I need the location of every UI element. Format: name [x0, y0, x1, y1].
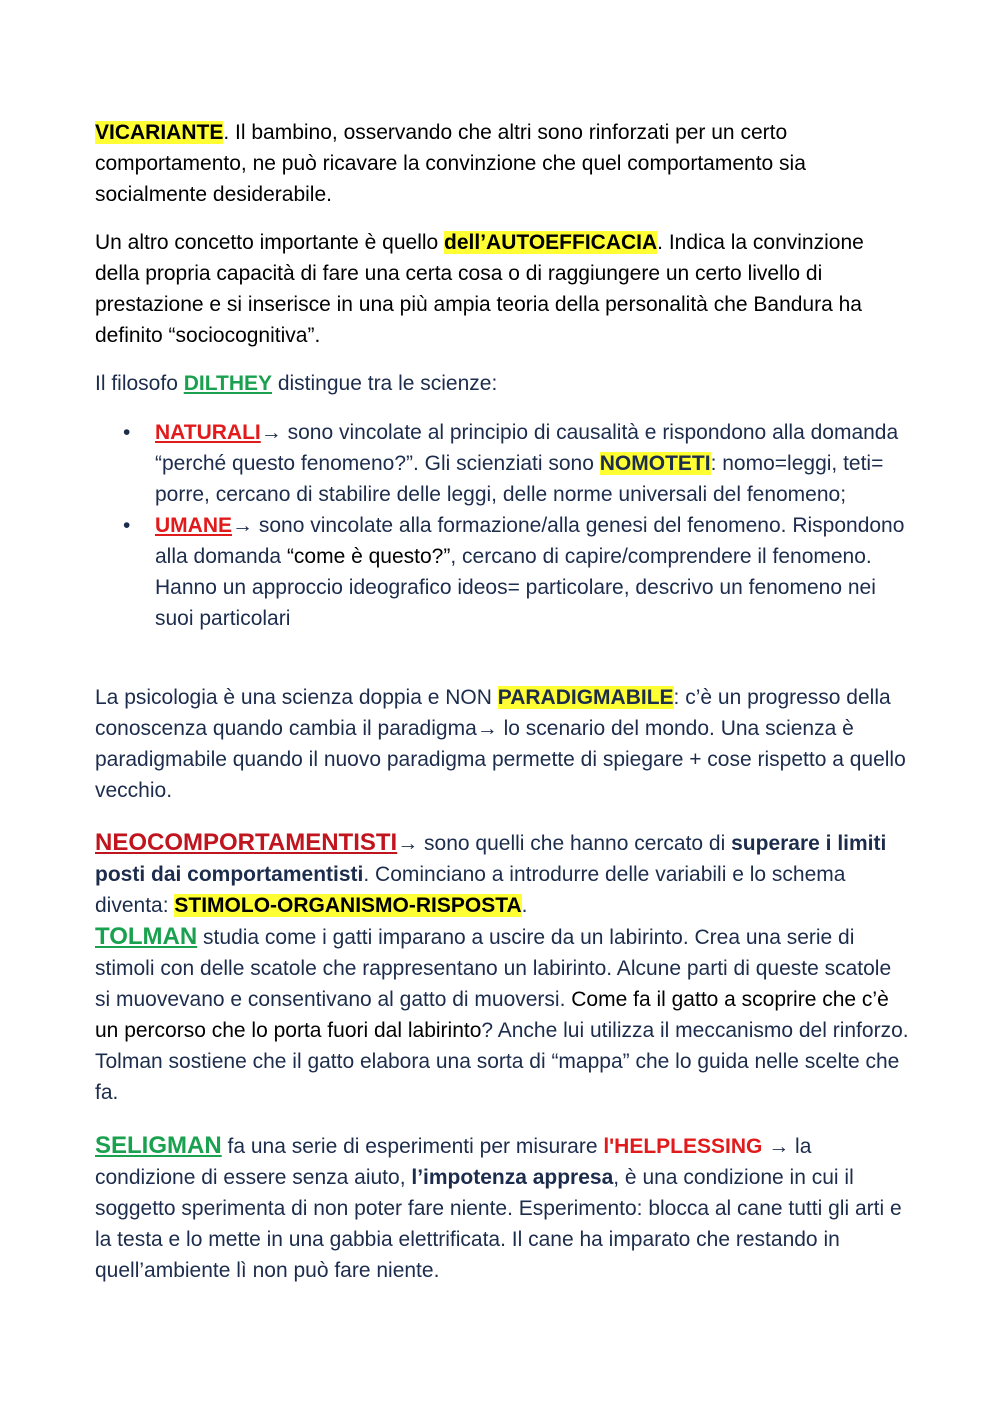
arrow-right-icon: → — [232, 514, 253, 537]
red-helplessing: l'HELPLESSING — [603, 1135, 763, 1158]
highlight-stimolo-organismo-risposta: STIMOLO-ORGANISMO-RISPOSTA — [174, 894, 522, 917]
list-item — [95, 417, 910, 510]
highlight-vicariante: VICARIANTE — [95, 121, 224, 144]
highlight-nomoteti: NOMOTETI — [599, 452, 711, 475]
paragraph-text: , è una condizione in cui il soggetto sperimenta di non poter fare niente. Esperimento: blocca al cane tutti gli arti e la testa e lo mette in una gabbia elettrificata. Il cane ha imparato che restando in quell’ambiente lì non può fare niente. — [95, 1166, 902, 1282]
paragraph-text: ? Anche lui utilizza il meccanismo del rinforzo. Tolman sostiene che il gatto elabora una sorta di “mappa” che lo guida nelle scelte che fa. — [95, 1019, 909, 1104]
label-umane: UMANE — [155, 514, 232, 537]
paragraph-seligman — [95, 1130, 910, 1286]
paragraph-text: lo scenario del mondo. Una scienza è paradigmabile quando il nuovo paradigma permette di spiegare + cose rispetto a quello vecchio. — [95, 717, 906, 802]
arrow-right-icon: → — [476, 717, 498, 740]
bold-text: l’impotenza appresa — [411, 1166, 614, 1189]
paragraph-autoefficacia — [95, 227, 910, 351]
arrow-right-icon: → — [397, 832, 419, 855]
paragraph-text: distingue tra le scienze: — [272, 372, 498, 395]
bullet-icon: • — [123, 421, 131, 444]
item-text: “come è questo?” — [286, 545, 451, 568]
arrow-right-icon: → — [260, 421, 282, 444]
paragraph-text: Un altro concetto importante è quello — [95, 231, 445, 254]
paragraph-text: fa una serie di esperimenti per misurare — [221, 1135, 604, 1158]
paragraph-text: studia come i gatti imparano a uscire da un labirinto. Crea una serie di stimoli con delle scatole che rappresentano un labirinto. Alcune parti di queste scatole si muovevano e consentivano al gatto di muoversi. — [95, 926, 892, 1011]
name-tolman: TOLMAN — [95, 923, 198, 950]
name-neocomportamentisti: NEOCOMPORTAMENTISTI — [95, 829, 398, 856]
paragraph-text: . Cominciano a introdurre delle variabili e lo schema diventa: — [95, 863, 846, 917]
paragraph-text: . Indica la convinzione della propria capacità di fare una certa cosa o di raggiungere un certo livello di prestazione e si inserisce in una più ampia teoria della personalità che Bandura ha definito “sociocognitiva”. — [95, 231, 864, 347]
paragraph-paradigmabile — [95, 682, 910, 806]
bold-text: superare i limiti posti dai comportamentisti — [95, 832, 887, 886]
item-text: sono vincolate al principio di causalità e rispondono alla domanda — [281, 421, 899, 444]
paragraph-text: . — [521, 894, 528, 917]
paragraph-dilthey — [95, 368, 910, 399]
bullet-icon: • — [123, 514, 131, 537]
paragraph-text: La psicologia è una scienza doppia e NON — [95, 686, 498, 709]
paragraph-text: sono quelli che hanno cercato di — [418, 832, 732, 855]
label-naturali: NATURALI — [155, 421, 261, 444]
sciences-list — [95, 417, 910, 634]
paragraph-vicariante — [95, 117, 910, 210]
paragraph-text: : c’è un progresso della conoscenza quando cambia il paradigma — [95, 686, 891, 740]
paragraph-neocomportamentisti — [95, 827, 910, 1108]
paragraph-text: . Il bambino, osservando che altri sono rinforzati per un certo comportamento, ne può ricavare la convinzione che quel comportamento sia socialmente desiderabile. — [95, 121, 806, 206]
paragraph-text: Come fa il gatto a scoprire che c’è un percorso che lo porta fuori dal labirinto — [95, 988, 889, 1042]
item-text: “perché questo fenomeno?” — [155, 452, 413, 475]
arrow-right-icon: → — [762, 1135, 796, 1158]
highlight-paradigmabile: PARADIGMABILE — [497, 686, 674, 709]
paragraph-text: la condizione di essere senza aiuto, — [95, 1135, 812, 1189]
item-text: , cercano di capire/comprendere il fenomeno. Hanno un approccio ideografico ideos= particolare, descrivo un fenomeno nei suoi particolari — [155, 545, 876, 630]
name-dilthey: DILTHEY — [183, 372, 272, 395]
name-seligman: SELIGMAN — [95, 1132, 222, 1159]
paragraph-text: Il filosofo — [95, 372, 184, 395]
item-text: : nomo=leggi, teti= porre, cercano di stabilire delle leggi, delle norme universali del fenomeno; — [155, 452, 884, 506]
highlight-autoefficacia: dell’AUTOEFFICACIA — [444, 231, 658, 254]
item-text: . Gli scienziati sono — [413, 452, 600, 475]
item-text: sono vincolate alla formazione/alla genesi del fenomeno. Rispondono alla domanda — [155, 514, 905, 568]
list-item — [95, 510, 910, 634]
